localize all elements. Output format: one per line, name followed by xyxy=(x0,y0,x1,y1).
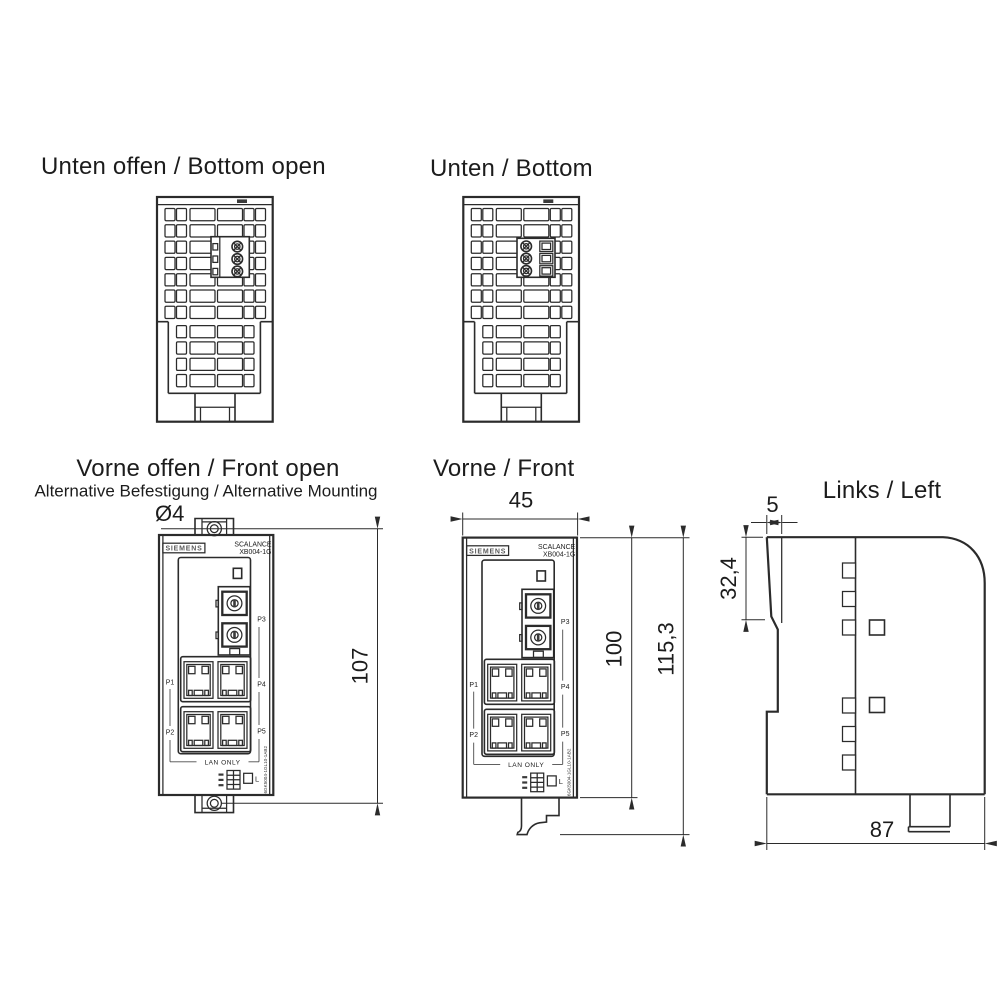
port-label-p5: P5 xyxy=(257,728,266,736)
model-number: XB004-1G xyxy=(543,551,576,559)
port-label-p3: P3 xyxy=(257,616,266,624)
din-rail-latch-front xyxy=(517,798,559,835)
din-rail-latch-side xyxy=(909,794,951,831)
model-name: SCALANCE xyxy=(234,541,272,549)
port-label-p4: P4 xyxy=(257,681,266,689)
side-cutout-lower xyxy=(870,698,885,713)
view-bottom xyxy=(430,155,593,422)
view-bottom-open xyxy=(41,153,326,422)
view-left xyxy=(716,477,985,850)
terminal-block-closed xyxy=(517,238,555,277)
view-title-bottom: Unten / Bottom xyxy=(430,155,593,182)
view-title-left: Links / Left xyxy=(822,477,942,504)
article-number: 6GK5004-1GL10-1AB2 xyxy=(263,745,268,794)
siemens-logo: SIEMENS xyxy=(469,548,507,556)
front-face xyxy=(463,538,577,798)
housing-parting-notches xyxy=(843,563,856,770)
port-label-p5: P5 xyxy=(560,731,570,739)
lan-only-label: LAN ONLY xyxy=(204,759,241,767)
dim-total-depth: 87 xyxy=(869,817,895,842)
port-label-p4: P4 xyxy=(560,684,570,692)
led-l-label: L xyxy=(558,777,563,787)
led-l-label: L xyxy=(255,774,260,784)
bottom-open-housing xyxy=(157,197,273,422)
siemens-logo: SIEMENS xyxy=(165,545,203,553)
model-number: XB004-1G xyxy=(239,548,272,556)
port-label-p2: P2 xyxy=(469,732,478,740)
dim-width: 45 xyxy=(508,487,534,513)
view-subtitle-alternative-mounting: Alternative Befestigung / Alternative Mounting xyxy=(34,481,378,501)
bottom-housing xyxy=(463,197,579,422)
view-title-front-open: Vorne offen / Front open xyxy=(76,455,340,482)
mounting-lug-top xyxy=(195,519,234,536)
view-title-front: Vorne / Front xyxy=(433,455,575,482)
dim-body-height: 100 xyxy=(601,630,627,668)
dim-flange-depth: 5 xyxy=(766,492,779,517)
dim-total-height: 115,3 xyxy=(653,622,679,676)
view-front xyxy=(433,455,690,835)
dim-flange-height: 32,4 xyxy=(716,557,741,600)
port-label-p1: P1 xyxy=(469,682,478,690)
port-label-p1: P1 xyxy=(165,679,175,687)
front-open-face xyxy=(159,535,273,795)
left-side-profile xyxy=(767,537,985,832)
port-label-p2: P2 xyxy=(165,729,175,737)
dim-hole-diameter: Ø4 xyxy=(155,501,185,526)
side-cutout-upper xyxy=(870,620,885,635)
model-name: SCALANCE xyxy=(538,544,576,552)
terminal-block-open xyxy=(211,237,249,278)
view-front-open xyxy=(34,455,383,813)
view-title-bottom-open: Unten offen / Bottom open xyxy=(41,153,326,180)
lan-only-label: LAN ONLY xyxy=(508,762,545,769)
dim-hole-spacing: 107 xyxy=(347,647,373,685)
article-number: 6GK5004-1GL10-1AB2 xyxy=(566,748,572,797)
port-label-p3: P3 xyxy=(560,619,570,627)
